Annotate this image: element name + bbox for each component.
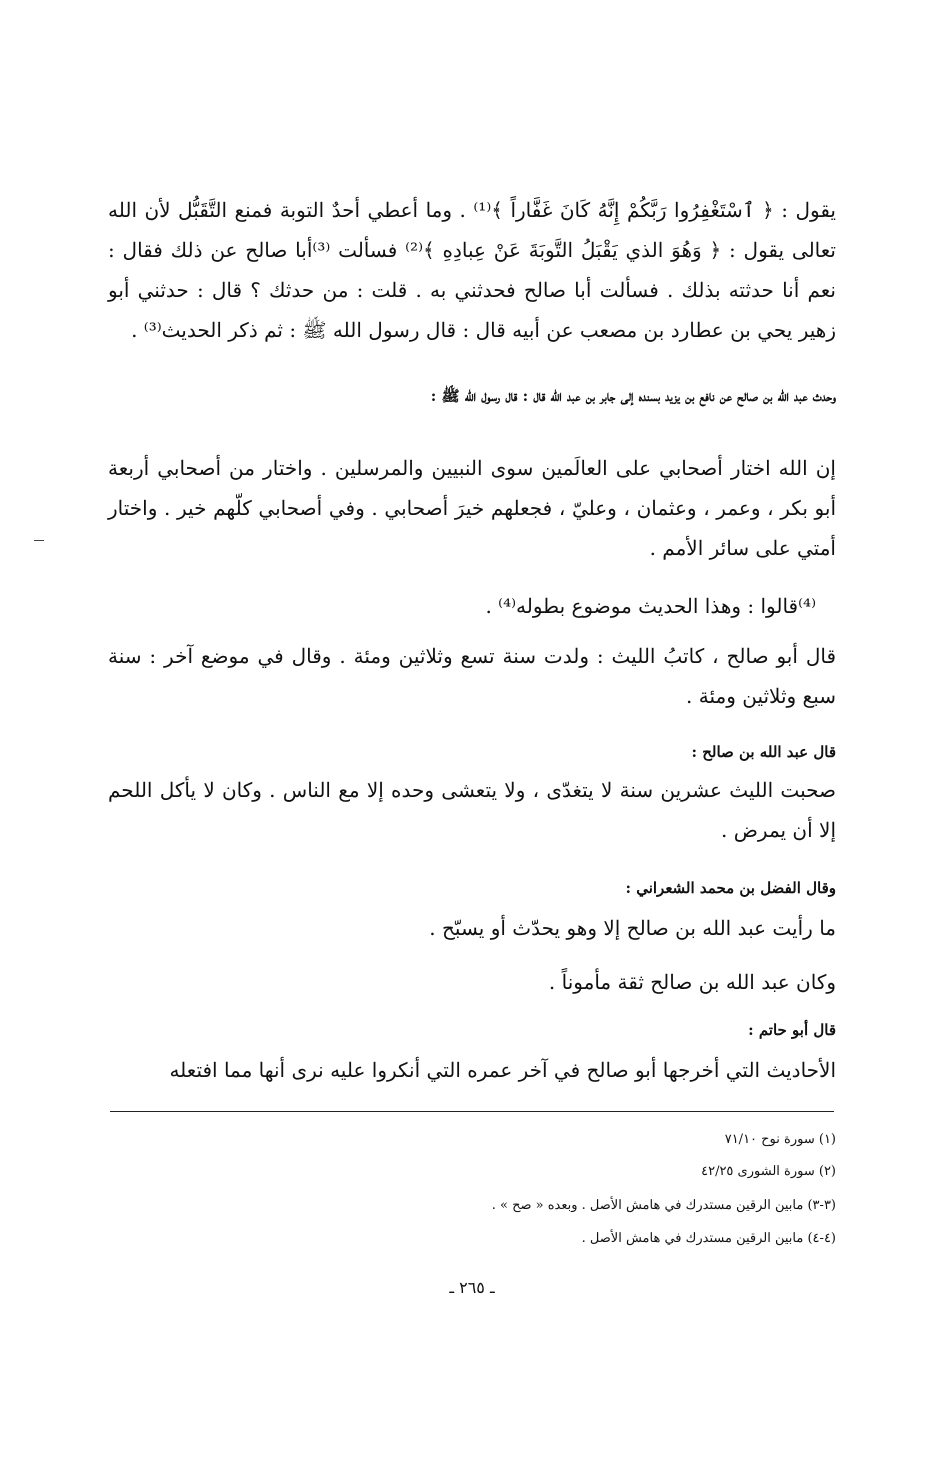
paragraph-birth-year: قال أبو صالح ، كاتبُ الليث : ولدت سنة تسع وثلاثين ومئة . وقال في موضع آخر : سنة سبع وثلاثين ومئة .	[108, 644, 836, 708]
attribution-abdullah-nafi: وحدث عبد الله بن صالح عن نافع بن يزيد بسنده إلى جابر بن عبد الله قال : قال رسول الله ﷺ :	[430, 387, 836, 405]
footnote-1: (١) سورة نوح ٧١/١٠	[724, 1132, 836, 1147]
quote-trustworthy: وكان عبد الله بن صالح ثقة مأموناً .	[548, 970, 836, 994]
attribution-fadl-shaarani: وقال الفضل بن محمد الشعراني :	[625, 879, 836, 897]
attribution-abu-hatim: قال أبو حاتم :	[748, 1021, 836, 1039]
attribution-abdullah-salih: قال عبد الله بن صالح :	[691, 743, 836, 761]
paragraph-abu-hatim: الأحاديث التي أخرجها أبو صالح في آخر عمره التي أنكروا عليه نرى أنها مما افتعله	[169, 1058, 836, 1082]
statement-fabricated: ⁽⁴⁾قالوا : وهذا الحديث موضوع بطوله⁽⁴⁾ .	[485, 594, 816, 618]
quote-never-saw: ما رأيت عبد الله بن صالح إلا وهو يحدّث أو يسبّح .	[429, 916, 836, 940]
footnote-2: (٢) سورة الشورى ٤٢/٢٥	[701, 1164, 836, 1179]
footnote-4: (٤-٤) مابين الرقين مستدرك في هامش الأصل .	[581, 1231, 836, 1246]
scan-mark	[34, 540, 44, 541]
paragraph-layth-companionship: صحبت الليث عشرين سنة لا يتغدّى ، ولا يتعشى وحده إلا مع الناس . وكان لا يأكل اللحم إلا أن يمرض .	[108, 778, 836, 842]
hadith-companions-text: إن الله اختار أصحابي على العالَمين سوى النبيين والمرسلين . واختار من أصحابي أربعة أبو بكر ، وعمر ، وعثمان ، وعليّ ، فجعلهم خيرَ أصحابي . وفي أصحابي كلّهم خير . واختار أمتي على سائر الأمم .	[108, 456, 837, 560]
paragraph-istighfar: يقول : ﴿ ٱسْتَغْفِرُوا رَبَّكُمْ إِنَّهُ كَانَ غَفَّاراً ﴾⁽¹⁾ . وما أعطي أحدٌ التوبة فمنع التَّقَبُّل لأن الله تعالى يقول : ﴿ وَهُوَ الذي يَقْبَلُ التَّوبَةَ عَنْ عِبادِهِ ﴾⁽²⁾ فسألت ⁽³⁾أبا صالح عن ذلك فقال : نعم أنا حدثته بذلك . فسألت أبا صالح فحدثني به . قلت : من حدثك ؟ قال : حدثني أبو زهير يحي بن عطارد بن مصعب عن أبيه قال : قال رسول الله ﷺ : ثم ذكر الحديث⁽³⁾ .	[108, 198, 836, 342]
footnote-separator	[110, 1111, 834, 1112]
footnote-3: (٣-٣) مابين الرقين مستدرك في هامش الأصل . وبعده « صح » .	[491, 1198, 836, 1213]
page-number: ـ ٢٦٥ ـ	[449, 1278, 495, 1297]
